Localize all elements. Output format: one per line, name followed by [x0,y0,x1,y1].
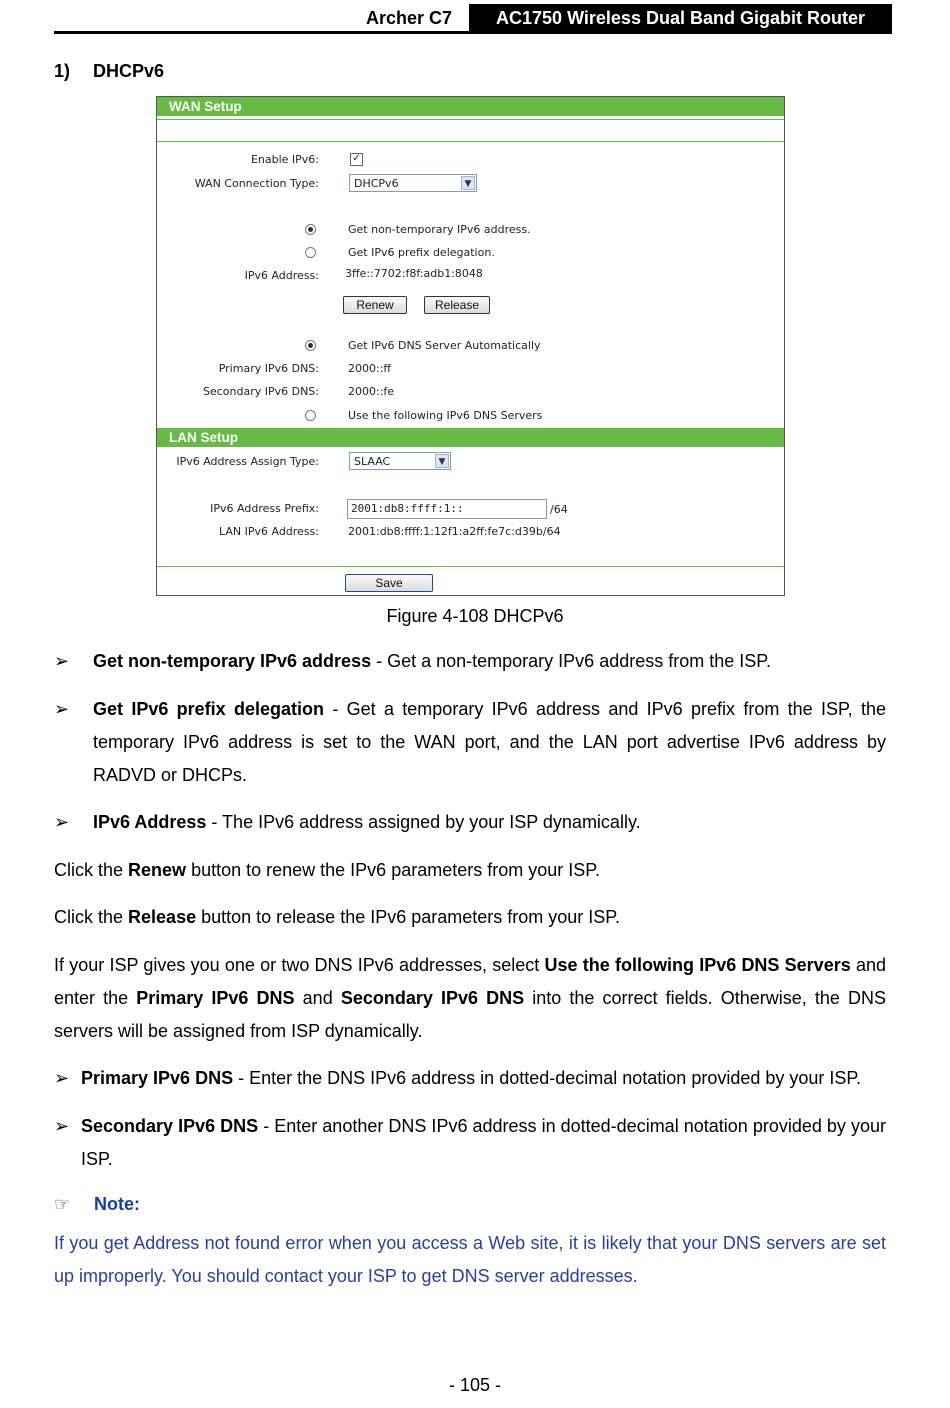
bullet-arrow-icon: ➢ [54,651,70,671]
text: Click the [54,860,129,880]
note-heading [54,1194,140,1215]
ipv6-address-value: 3ffe::7702:f8f:adb1:8048 [345,267,483,280]
lan-address-value: 2001:db8:ffff:1:12f1:a2ff:fe7c:d39b/64 [348,525,561,538]
prefix-label: IPv6 Address Prefix: [210,502,319,515]
figure-caption: Figure 4-108 DHCPv6 [386,606,564,626]
enable-ipv6-checkbox[interactable]: ✓ [350,153,363,166]
bullet-term: Secondary IPv6 DNS [81,1116,259,1136]
page-number: - 105 - [448,1375,502,1395]
section-title-text: DHCPv6 [93,61,165,81]
text: button to release the IPv6 parameters from your ISP. [196,907,620,927]
wan-setup-bar: WAN Setup [157,97,784,116]
term: Renew [128,860,187,880]
prefix-delegation-label: Get IPv6 prefix delegation. [348,246,495,259]
assign-type-label: IPv6 Address Assign Type: [176,455,319,468]
enable-ipv6-label: Enable IPv6: [250,153,319,166]
bullet-primary-dns [81,1062,886,1095]
header-product: AC1750 Wireless Dual Band Gigabit Router [469,4,892,32]
renew-button[interactable]: Renew [343,296,407,314]
bullet-term: Get IPv6 prefix delegation [93,699,325,719]
wan-connection-type-select[interactable] [349,174,477,192]
bullet-desc: - Get a temporary IPv6 address and IPv6 prefix from the ISP, the temporary IPv6 address is set to the WAN port, and the LAN port advertise IPv6 address by RADVD or DHCPs. [93,699,887,785]
term: Release [128,907,197,927]
dns-manual-label: Use the following IPv6 DNS Servers [348,409,543,422]
renew-paragraph [54,854,886,887]
assign-type-select[interactable] [349,452,451,470]
section-title [54,61,164,82]
note-label: Note: [94,1194,140,1214]
prefix-suffix: /64 [550,503,568,516]
term: Secondary IPv6 DNS [340,988,525,1008]
divider [157,566,784,567]
prefix-delegation-radio[interactable] [305,247,316,258]
bullet-arrow-icon: ➢ [54,1068,70,1088]
term: Use the following IPv6 DNS Servers [544,955,851,975]
release-button[interactable]: Release [424,296,490,314]
non-temporary-radio[interactable] [305,224,316,235]
text: and [294,988,341,1008]
chevron-down-icon: ▼ [435,454,449,468]
bullet-term: Get non-temporary IPv6 address [93,651,372,671]
release-paragraph [54,901,886,934]
dns-auto-label: Get IPv6 DNS Server Automatically [348,339,541,352]
header-model: Archer C7 [366,8,453,28]
text: and enter the [54,955,886,1008]
dns-manual-radio[interactable] [305,410,316,421]
term: Primary IPv6 DNS [136,988,295,1008]
dns-auto-radio[interactable] [305,340,316,351]
divider [157,119,784,120]
chevron-down-icon: ▼ [461,176,475,190]
header-rule [54,31,892,34]
assign-type-value: SLAAC [354,455,391,468]
lan-setup-bar: LAN Setup [157,428,784,447]
wan-connection-type-label: WAN Connection Type: [194,177,319,190]
bullet-term: Primary IPv6 DNS [81,1068,234,1088]
pointing-hand-icon: ☞ [54,1194,71,1214]
prefix-input[interactable]: 2001:db8:ffff:1:: [347,499,547,519]
secondary-dns-value: 2000::fe [348,385,395,398]
bullet-desc: - Enter the DNS IPv6 address in dotted-decimal notation provided by your ISP. [233,1068,862,1088]
bullet-secondary-dns [81,1110,886,1176]
text: button to renew the IPv6 parameters from your ISP. [186,860,600,880]
save-button[interactable]: Save [345,574,433,592]
text: into the correct fields. Otherwise, the DNS servers will be assigned from ISP dynamically. [54,988,886,1041]
secondary-dns-label: Secondary IPv6 DNS: [202,385,319,398]
bullet-desc: - Enter another DNS IPv6 address in dotted-decimal notation provided by your ISP. [81,1116,886,1169]
bullet-arrow-icon: ➢ [54,1116,70,1136]
section-number: 1) [54,61,71,81]
bullet-desc: - The IPv6 address assigned by your ISP dynamically. [206,812,641,832]
non-temporary-label: Get non-temporary IPv6 address. [348,223,531,236]
ipv6-address-label: IPv6 Address: [244,269,319,282]
bullet-ipv6-address [93,806,886,839]
router-settings-screenshot [156,96,785,596]
bullet-term: IPv6 Address [93,812,207,832]
text: Click the [54,907,129,927]
note-text: If you get Address not found error when you access a Web site, it is likely that your DNS servers are set up improperly. You should contact your ISP to get DNS server addresses. [54,1233,886,1286]
primary-dns-label: Primary IPv6 DNS: [218,362,319,375]
divider [157,141,784,142]
wan-connection-type-value: DHCPv6 [354,177,399,190]
bullet-arrow-icon: ➢ [54,699,70,719]
text: If your ISP gives you one or two DNS IPv6 addresses, select [54,955,545,975]
lan-address-label: LAN IPv6 Address: [218,525,319,538]
dns-paragraph [54,949,886,1048]
bullet-prefix-delegation [93,693,886,792]
primary-dns-value: 2000::ff [348,362,391,375]
bullet-non-temporary [93,645,886,678]
bullet-desc: - Get a non-temporary IPv6 address from the ISP. [371,651,771,671]
bullet-arrow-icon: ➢ [54,812,70,832]
